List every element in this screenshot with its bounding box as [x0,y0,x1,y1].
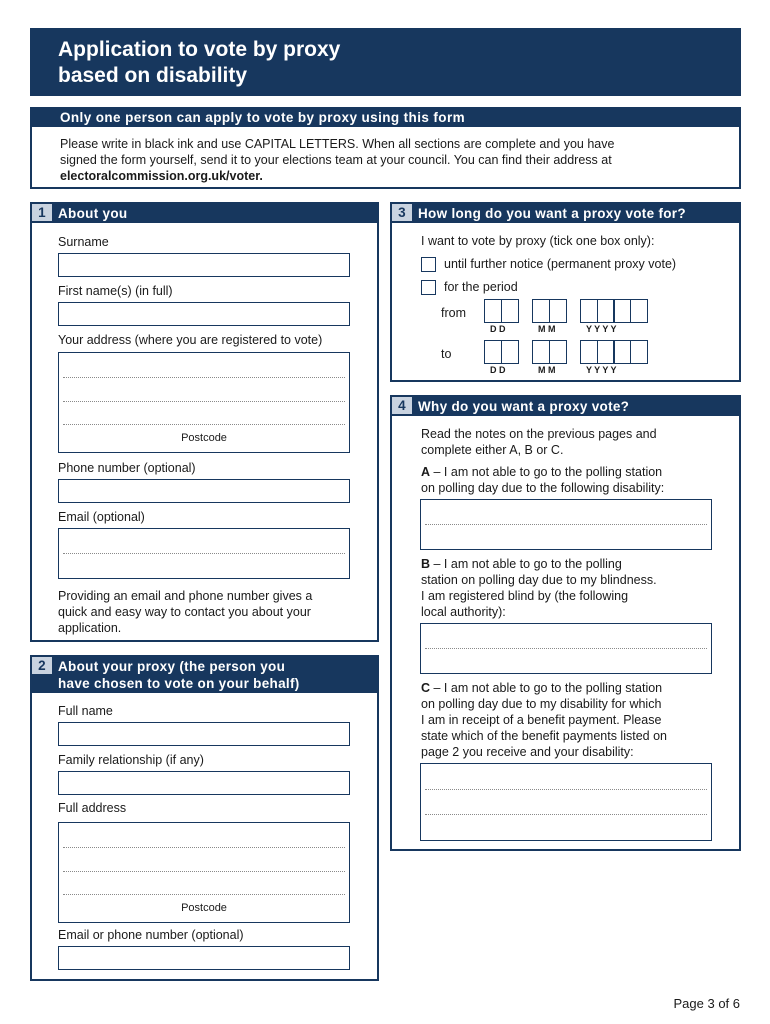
proxy-contact-field[interactable] [58,946,350,970]
permanent-checkbox[interactable] [421,257,436,272]
day-hint: D D [490,324,506,334]
section-3-heading: 3 How long do you want a proxy vote for? [392,204,739,223]
proxy-address-field[interactable] [58,822,350,923]
option-a-text: A – I am not able to go to the polling station on polling day due to the following disability: [421,465,665,495]
address-label: Your address (where you are registered to vote) [58,333,323,347]
option-c-field[interactable] [420,763,712,841]
from-label: from [441,306,466,320]
period-checkbox[interactable] [421,280,436,295]
from-month-cells[interactable] [532,299,565,323]
relationship-label: Family relationship (if any) [58,753,204,767]
option-b-text: B – I am not able to go to the polling station on polling day due to my blindness. I am registered blind by (the following local authority): [421,557,657,619]
proxy-full-name-label: Full name [58,704,113,718]
section-proxy-duration [390,202,741,382]
email-field[interactable] [58,528,350,579]
duration-intro: I want to vote by proxy (tick one box only): [421,234,655,248]
to-label: to [441,347,452,361]
phone-field[interactable] [58,479,350,503]
from-day-cells[interactable] [484,299,517,323]
option-a-field[interactable] [420,499,712,550]
section-number: 1 [32,204,52,221]
first-names-field[interactable] [58,302,350,326]
address-field[interactable] [58,352,350,453]
month-hint: M M [538,365,556,375]
intro-text: Please write in black ink and use CAPITAL LETTERS. When all sections are complete and you have signed the form yourself, send it to your elections team at your council. You can find their address at electoralcommission.org.uk/voter. [60,137,615,183]
to-month-cells[interactable] [532,340,565,364]
year-hint: Y Y Y Y [586,324,617,334]
section-2-heading: 2 About your proxy (the person you have chosen to vote on your behalf) [32,657,377,693]
permanent-label: until further notice (permanent proxy vote) [444,257,677,271]
day-hint: D D [490,365,506,375]
section-number: 3 [392,204,412,221]
period-label: for the period [444,280,518,294]
proxy-contact-label: Email or phone number (optional) [58,928,244,942]
relationship-field[interactable] [58,771,350,795]
phone-label: Phone number (optional) [58,461,196,475]
to-day-cells[interactable] [484,340,517,364]
voter-link[interactable]: electoralcommission.org.uk/voter. [60,169,263,183]
surname-label: Surname [58,235,109,249]
section-about-you [30,202,379,642]
section-proxy-reason [390,395,741,851]
section-number: 2 [32,657,52,674]
option-b-field[interactable] [420,623,712,674]
contact-note: Providing an email and phone number gives a quick and easy way to contact you about your application. [58,589,313,635]
page-number: Page 3 of 6 [673,996,740,1011]
from-year-cells[interactable] [580,299,646,323]
to-year-cells[interactable] [580,340,646,364]
email-label: Email (optional) [58,510,145,524]
section-about-proxy [30,655,379,981]
form-title: Application to vote by proxy based on disability [58,38,341,87]
reason-intro: Read the notes on the previous pages and complete either A, B or C. [421,427,657,457]
section-4-heading: 4 Why do you want a proxy vote? [392,397,739,416]
intro-heading: Only one person can apply to vote by proxy using this form [32,109,739,127]
month-hint: M M [538,324,556,334]
proxy-address-label: Full address [58,801,127,815]
intro-panel [30,107,741,189]
section-number: 4 [392,397,412,414]
form-header [30,28,741,96]
surname-field[interactable] [58,253,350,277]
option-c-text: C – I am not able to go to the polling station on polling day due to my disability for which I am in receipt of a benefit payment. Please state which of the benefit payments listed on page 2 you receive and your disability: [421,681,667,759]
proxy-full-name-field[interactable] [58,722,350,746]
section-1-heading: 1 About you [32,204,377,223]
first-names-label: First name(s) (in full) [58,284,173,298]
postcode-label: Postcode [181,902,227,914]
postcode-label: Postcode [181,432,227,444]
year-hint: Y Y Y Y [586,365,617,375]
